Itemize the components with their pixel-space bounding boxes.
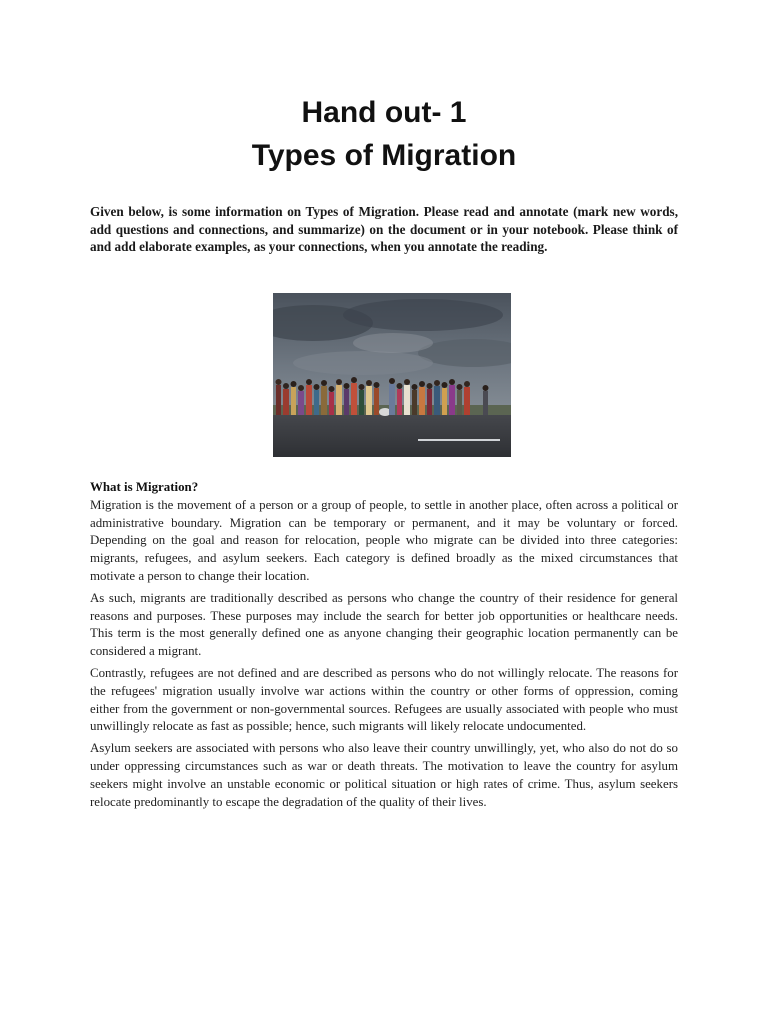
paragraph-migrants: As such, migrants are traditionally described as persons who change the country of their residence for general reasons and purposes. These purposes may include the search for better job opportunities or healthcare needs. This term is the most generally defined one as anyone changing their geographic location permanently can be considered a migrant. <box>90 590 678 659</box>
handout-title: Hand out- 1 <box>301 96 467 129</box>
paragraph-asylum-seekers: Asylum seekers are associated with persons who also leave their country unwillingly, yet, who also do not do so under oppressing circumstances such as war or death threats. The motivation to leave the country for asylum seekers might involve an unstable economic or political situation or high rates of crime. Thus, asylum seekers relocate predominantly to escape the degradation of the quality of their lives. <box>90 741 678 809</box>
section-heading: What is Migration? <box>90 480 199 494</box>
reading-body <box>90 479 678 815</box>
paragraph-definition: Migration is the movement of a person or a group of people, to settle in another place, often across a political or administrative boundary. Migration can be temporary or permanent, and it may be voluntary or forced. Depending on the goal and reason for relocation, people who migrate can be divided into three categories: migrants, refugees, and asylum seekers. Each category is defined broadly as the mixed circumstances that motivate a person to change their location. <box>90 497 678 583</box>
paragraph-refugees: Contrastly, refugees are not defined and are described as persons who do not willingly relocate. The reasons for the refugees' migration usually involve war actions within the country or other forms of oppression, coming either from the government or non-governmental sources. Refugees are usually associated with people who must unwillingly relocate as fast as possible; hence, such migrants will likely relocate undocumented. <box>90 665 678 734</box>
handout-subtitle: Types of Migration <box>251 139 517 172</box>
migrants-walking-photo <box>273 293 511 457</box>
instructions-paragraph: Given below, is some information on Types of Migration. Please read and annotate (mark new words, add questions and connections, and summarize) on the document or in your notebook. Please think of and add elaborate examples, as your connections, when you annotate the reading. <box>90 204 678 255</box>
